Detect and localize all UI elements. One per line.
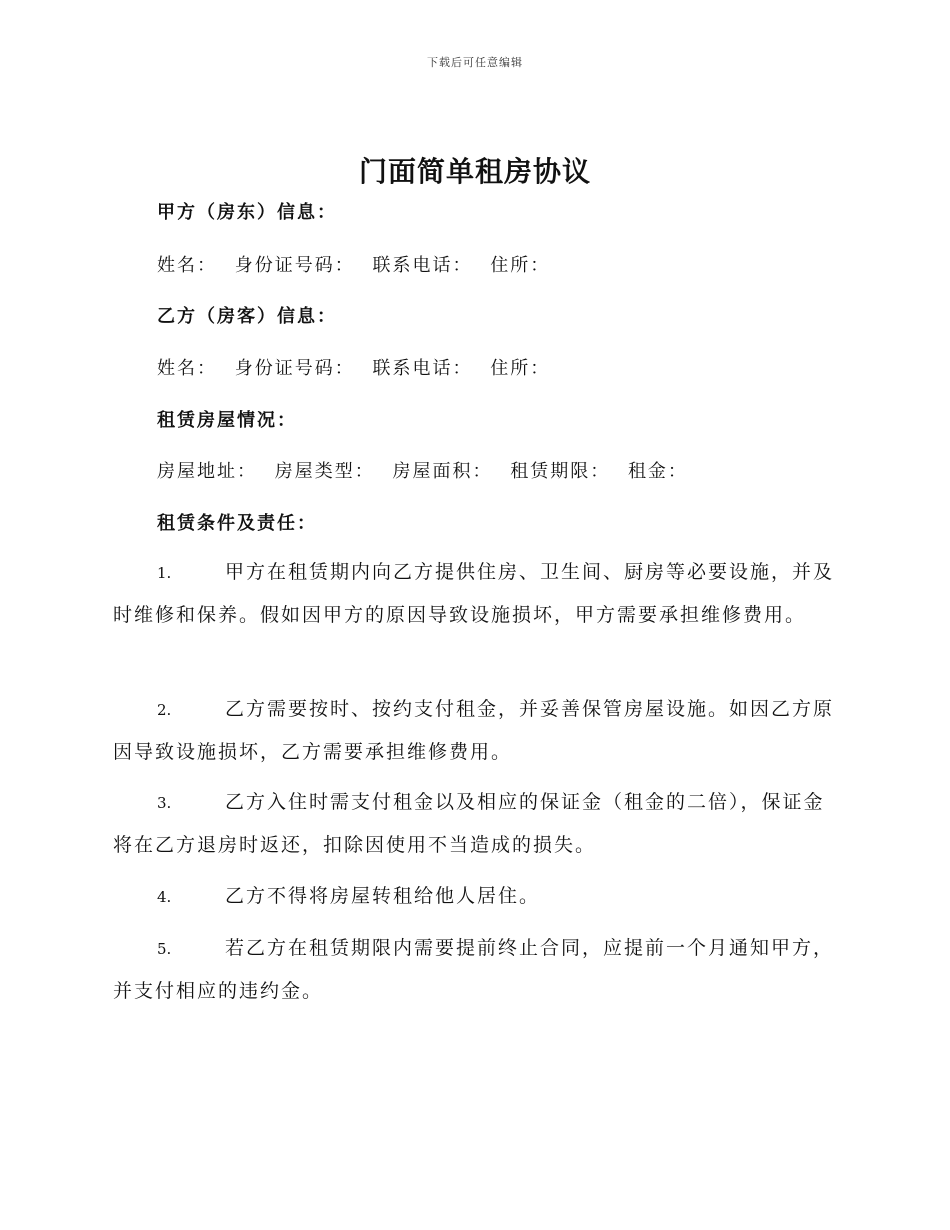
- terms-heading: 租赁条件及责任：: [157, 513, 317, 534]
- clause-1-text: 甲方在租赁期内向乙方提供住房、卫生间、厨房等必要设施，并及时维修和保养。假如因甲方的原因导致设施损坏，甲方需要承担维修费用。: [113, 561, 835, 626]
- clause-3: [113, 781, 835, 866]
- party-a-address-label: 住所：: [490, 255, 551, 276]
- party-a-id-label: 身份证号码：: [234, 255, 355, 276]
- clause-5-number: 5.: [157, 940, 172, 958]
- party-b-fields: [157, 354, 560, 380]
- clause-2-text: 乙方需要按时、按约支付租金，并妥善保管房屋设施。如因乙方原因导致设施损坏，乙方需要承担维修费用。: [113, 698, 835, 763]
- document-title: 门面简单租房协议: [358, 155, 591, 188]
- clause-3-text: 乙方入住时需支付租金以及相应的保证金（租金的二倍），保证金将在乙方退房时返还，扣除因使用不当造成的损失。: [113, 791, 825, 856]
- party-b-id-label: 身份证号码：: [234, 358, 355, 379]
- lease-term-label: 租赁期限：: [510, 461, 611, 482]
- clause-2-number: 2.: [157, 701, 172, 719]
- clause-4: [113, 875, 835, 918]
- party-b-address-label: 住所：: [490, 358, 551, 379]
- rent-label: 租金：: [627, 461, 688, 482]
- party-a-phone-label: 联系电话：: [372, 255, 473, 276]
- clause-2: [113, 688, 835, 773]
- clause-3-number: 3.: [157, 794, 172, 812]
- property-fields: [157, 457, 698, 483]
- property-type-label: 房屋类型：: [274, 461, 375, 482]
- property-heading: 租赁房屋情况：: [157, 410, 297, 431]
- party-b-heading: 乙方（房客）信息：: [157, 306, 337, 327]
- party-a-name-label: 姓名：: [157, 255, 217, 276]
- clause-5-text: 若乙方在租赁期限内需要提前终止合同，应提前一个月通知甲方，并支付相应的违约金。: [113, 937, 835, 1002]
- header-note: 下载后可任意编辑: [427, 56, 523, 69]
- property-area-label: 房屋面积：: [392, 461, 493, 482]
- party-a-heading: 甲方（房东）信息：: [157, 202, 337, 223]
- party-a-fields: [157, 251, 560, 277]
- party-b-phone-label: 联系电话：: [372, 358, 473, 379]
- clause-5: [113, 927, 835, 1012]
- party-b-name-label: 姓名：: [157, 358, 217, 379]
- clause-1-number: 1.: [157, 564, 172, 582]
- clause-4-number: 4.: [157, 888, 172, 906]
- clause-1: [113, 551, 835, 636]
- clause-4-text: 乙方不得将房屋转租给他人居住。: [225, 885, 541, 907]
- property-address-label: 房屋地址：: [157, 461, 257, 482]
